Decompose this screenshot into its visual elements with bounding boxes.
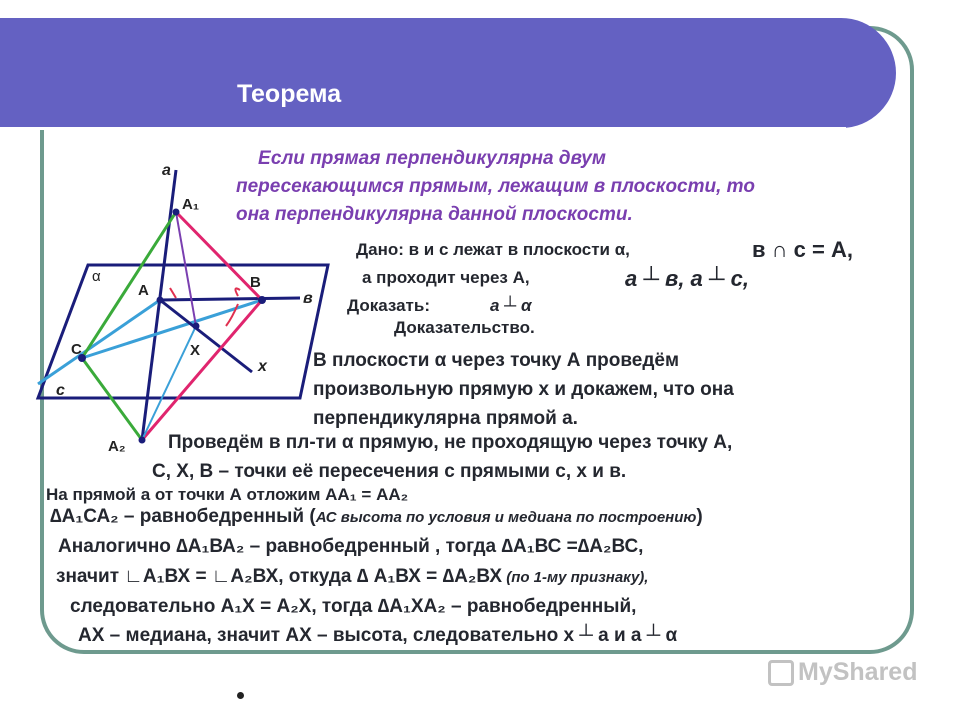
label-alpha: α: [92, 268, 101, 285]
proof-line: произвольную прямую х и докажем, что она: [313, 379, 734, 400]
line-c: [38, 300, 160, 384]
right-angle-mark: [170, 288, 176, 298]
label-line-c: с: [56, 382, 65, 399]
given-formula-1: в ∩ с = А,: [752, 237, 853, 262]
prove-formula: а ┴ α: [490, 296, 532, 315]
theorem-line: пересекающимся прямым, лежащим в плоскости, то: [236, 176, 755, 197]
proof-heading: Доказательство.: [394, 318, 535, 337]
plane-alpha: [38, 265, 328, 398]
label-a1: А₁: [182, 196, 200, 213]
label-a2: А₂: [108, 438, 126, 455]
theorem-line: она перпендикулярна данной плоскости.: [236, 204, 633, 225]
right-angle-mark: [235, 288, 240, 296]
point-x: [193, 323, 200, 330]
derivation-note: АС высота по условия и медиана по построению: [315, 509, 697, 526]
label-line-x: х: [258, 358, 267, 375]
derivation-close: ): [696, 506, 703, 527]
label-line-b: в: [303, 290, 313, 307]
derivation-line-4: [56, 566, 648, 588]
theorem-line: Если прямая перпендикулярна двум: [258, 148, 606, 169]
watermark-text: MyShared: [798, 658, 918, 686]
label-x-point: Х: [190, 342, 201, 359]
logo-icon: [768, 660, 794, 686]
proof-line: перпендикулярна прямой а.: [313, 408, 578, 429]
label-c-point: С: [71, 341, 82, 358]
right-angle-mark: [226, 304, 238, 326]
point-a2: [139, 437, 146, 444]
derivation-main: значит ∟А₁ВХ = ∟А₂ВХ, откуда ∆ А₁ВХ = ∆А₂ВХ: [56, 566, 503, 587]
label-b-point: В: [250, 274, 261, 291]
segment-a2-b: [142, 300, 262, 440]
prove-label: Доказать:: [347, 296, 430, 315]
derivation-line-1: На прямой а от точки А отложим АА₁ = АА₂: [46, 485, 409, 504]
given-line-2: а проходит через А,: [362, 268, 530, 287]
label-line-a: а: [162, 162, 171, 179]
derivation-main: ∆А₁СА₂ – равнобедренный (: [50, 506, 316, 527]
point-a: [157, 297, 164, 304]
derivation-line-6: АХ – медиана, значит АХ – высота, следовательно х ┴ а и а ┴ α: [78, 625, 678, 646]
derivation-line-3: Аналогично ∆А₁ВА₂ – равнобедренный , тогда ∆А₁ВС =∆А₂ВС,: [58, 536, 644, 557]
derivation-line-2: [50, 506, 703, 528]
proof-paragraph: [313, 346, 734, 433]
line-b: [160, 298, 300, 300]
point-a1: [173, 209, 180, 216]
line-x: [160, 300, 252, 372]
watermark-logo: [768, 658, 917, 687]
label-a: А: [138, 282, 149, 299]
proof-line: В плоскости α через точку А проведём: [313, 350, 680, 371]
given-line-1: Дано: в и с лежат в плоскости α,: [356, 240, 630, 259]
bullet-dot: [237, 692, 244, 699]
step-line: С, Х, В – точки её пересечения с прямыми с, х и в.: [152, 461, 627, 482]
slide-title: Теорема: [237, 80, 342, 108]
derivation-line-5: следовательно А₁Х = А₂Х, тогда ∆А₁ХА₂ – равнобедренный,: [70, 596, 637, 617]
given-formula-2: а ┴ в, а ┴ с,: [625, 266, 749, 291]
derivation-note: (по 1-му признаку),: [502, 569, 649, 586]
point-b: [258, 296, 266, 304]
step-line: Проведём в пл-ти α прямую, не проходящую через точку А,: [168, 432, 733, 453]
